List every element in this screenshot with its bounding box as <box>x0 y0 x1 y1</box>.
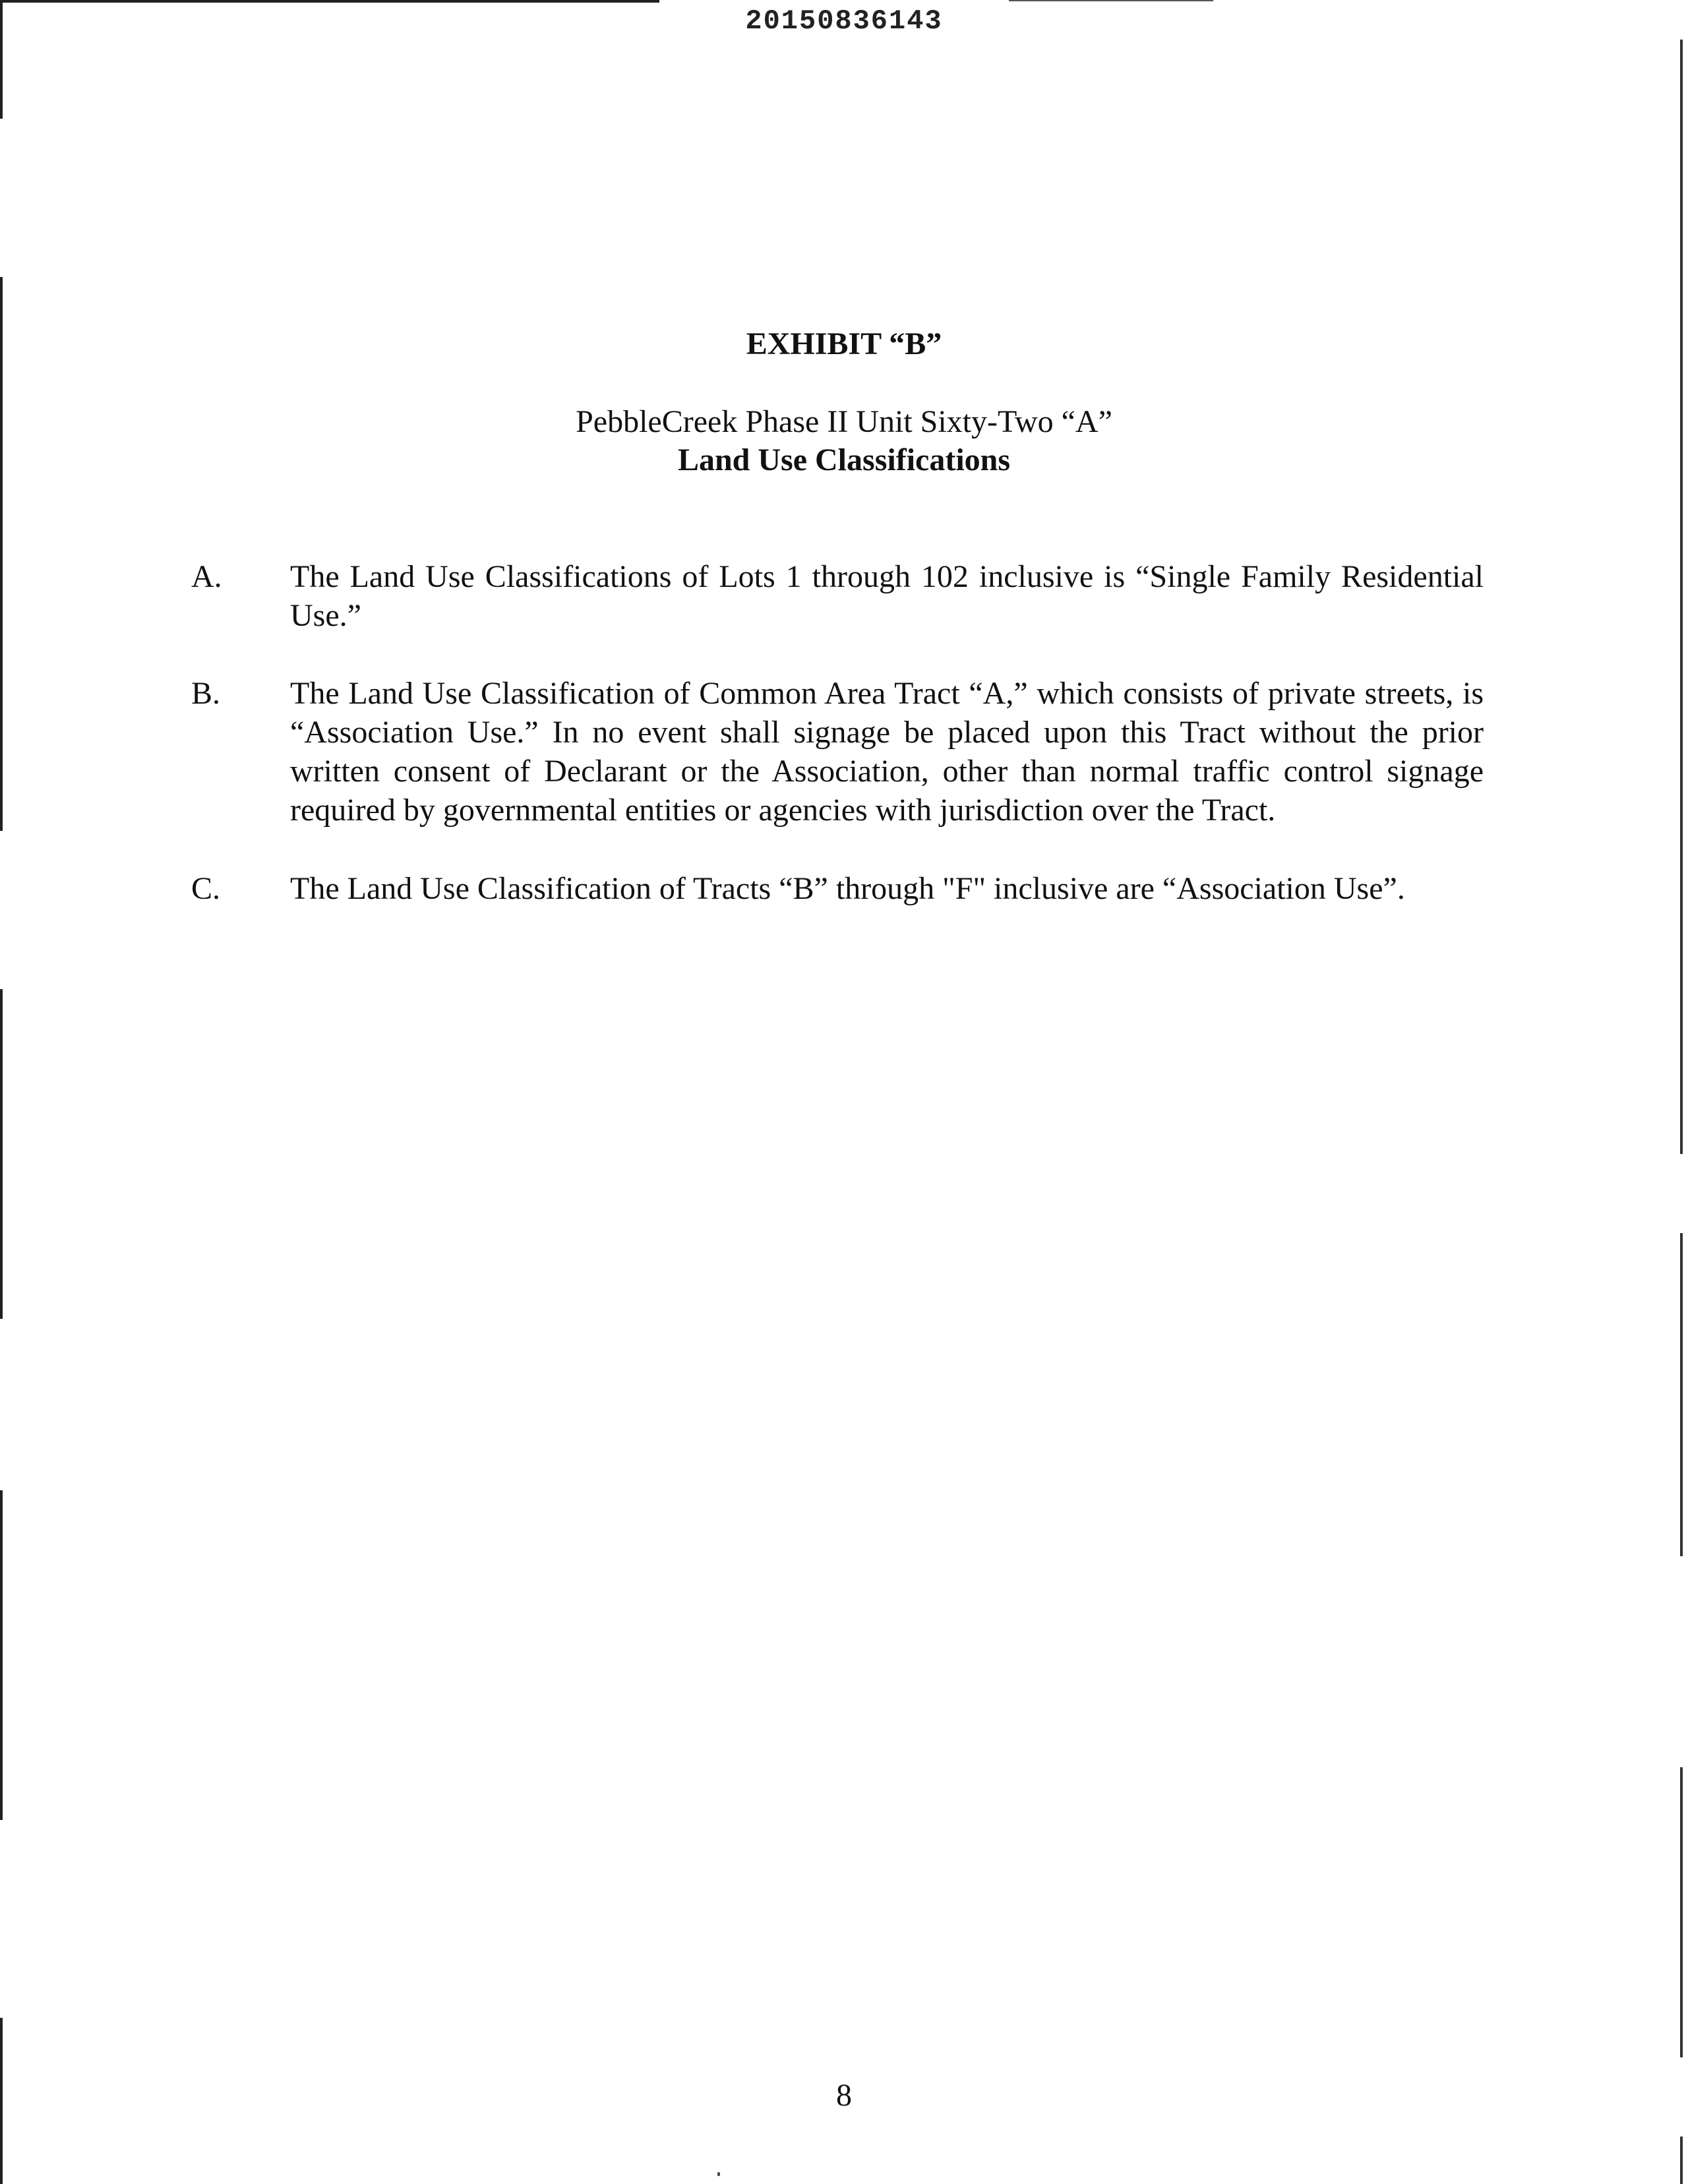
scan-edge-top-right <box>1009 0 1213 1</box>
section-heading: Land Use Classifications <box>677 442 1011 477</box>
item-letter: C. <box>191 871 221 906</box>
item-text: The Land Use Classification of Tracts “B” through "F" inclusive are “Association Use”. <box>290 871 1405 906</box>
item-text: The Land Use Classification of Common Area Tract “A,” which consists of private streets, is “Association Use.” In no event shall signage be placed upon this Tract without the prior written consent of Declarant or the Association, other than normal traffic control signage required by governmental entities or agencies with jurisdiction over the Tract. <box>290 676 1484 828</box>
scan-speck <box>717 2172 720 2176</box>
scan-edge-right-gap <box>1680 1154 1683 1233</box>
item-letter: A. <box>191 559 222 594</box>
item-text: The Land Use Classifications of Lots 1 through 102 inclusive is “Single Family Residential Use.” <box>290 559 1484 633</box>
scan-edge-left-gap <box>0 1820 3 2018</box>
exhibit-title: EXHIBIT “B” <box>746 326 942 361</box>
exhibit-subtitle: PebbleCreek Phase II Unit Sixty-Two “A” <box>576 404 1112 439</box>
page-number: 8 <box>836 2078 852 2113</box>
scan-edge-left-gap <box>0 1319 3 1490</box>
scan-edge-left-gap <box>0 831 3 989</box>
recording-number: 20150836143 <box>745 5 943 37</box>
scan-edge-left-gap <box>0 119 3 277</box>
item-letter: B. <box>191 676 221 711</box>
scan-edge-top-left <box>0 0 659 3</box>
scan-edge-right-gap <box>1680 1556 1683 1767</box>
